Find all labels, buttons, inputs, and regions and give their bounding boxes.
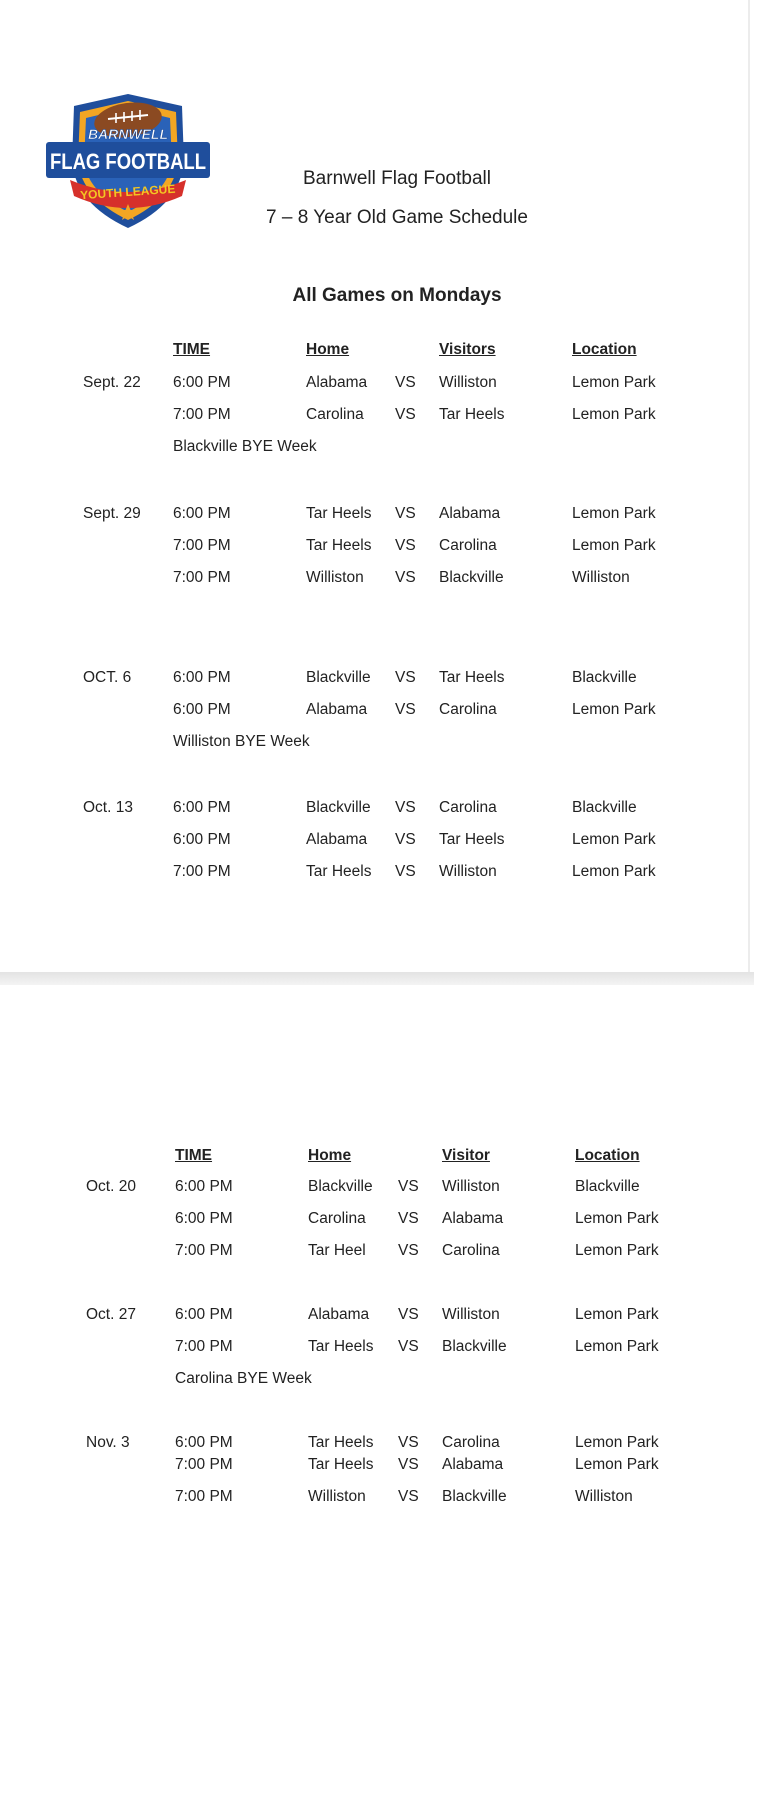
visitor-team: Carolina <box>439 701 497 718</box>
page-separator <box>0 972 754 986</box>
game-location: Lemon Park <box>575 1306 659 1323</box>
home-team: Tar Heel <box>308 1242 366 1259</box>
game-location: Blackville <box>572 669 637 686</box>
visitor-team: Carolina <box>439 799 497 816</box>
game-time: 7:00 PM <box>173 569 231 586</box>
vs-label: VS <box>398 1242 419 1259</box>
visitor-team: Tar Heels <box>439 831 505 848</box>
visitor-team: Blackville <box>442 1338 507 1355</box>
game-location: Lemon Park <box>575 1434 659 1451</box>
logo-ribbon-text: YOUTH LEAGUE <box>79 181 176 203</box>
visitor-team: Alabama <box>442 1456 504 1473</box>
visitor-team: Tar Heels <box>439 669 505 686</box>
vs-label: VS <box>395 406 416 423</box>
game-time: 6:00 PM <box>173 831 231 848</box>
home-team: Alabama <box>306 831 368 848</box>
home-team: Carolina <box>308 1210 366 1227</box>
game-date: Nov. 3 <box>86 1434 130 1451</box>
game-time: 7:00 PM <box>175 1456 233 1473</box>
home-team: Alabama <box>308 1306 370 1323</box>
schedule-subtitle: All Games on Mondays <box>292 285 502 306</box>
vs-label: VS <box>398 1178 419 1195</box>
game-location: Lemon Park <box>575 1338 659 1355</box>
game-location: Lemon Park <box>572 863 656 880</box>
vs-label: VS <box>395 537 416 554</box>
home-team: Tar Heels <box>308 1338 374 1355</box>
bye-week-text: Carolina BYE Week <box>175 1370 312 1387</box>
game-time: 7:00 PM <box>173 406 231 423</box>
game-time: 6:00 PM <box>175 1178 233 1195</box>
game-time: 6:00 PM <box>173 701 231 718</box>
game-date: Sept. 29 <box>83 505 141 522</box>
visitor-team: Carolina <box>442 1434 500 1451</box>
home-team: Blackville <box>306 799 371 816</box>
game-location: Lemon Park <box>572 831 656 848</box>
visitor-team: Blackville <box>442 1488 507 1505</box>
vs-label: VS <box>398 1456 419 1473</box>
game-date: Sept. 22 <box>83 374 141 391</box>
vs-label: VS <box>398 1210 419 1227</box>
game-date: Oct. 13 <box>83 799 133 816</box>
home-team: Tar Heels <box>306 537 372 554</box>
game-location: Lemon Park <box>572 406 656 423</box>
game-time: 6:00 PM <box>173 799 231 816</box>
game-time: 7:00 PM <box>173 863 231 880</box>
home-team: Blackville <box>308 1178 373 1195</box>
home-team: Carolina <box>306 406 364 423</box>
game-time: 6:00 PM <box>175 1434 233 1451</box>
visitor-team: Alabama <box>442 1210 504 1227</box>
home-team: Williston <box>306 569 364 586</box>
logo-main-text: FLAG FOOTBALL <box>50 149 206 174</box>
visitor-team: Carolina <box>442 1242 500 1259</box>
game-location: Lemon Park <box>572 505 656 522</box>
visitor-team: Carolina <box>439 537 497 554</box>
game-location: Blackville <box>572 799 637 816</box>
game-time: 6:00 PM <box>173 374 231 391</box>
header-time: TIME <box>173 341 211 358</box>
game-time: 7:00 PM <box>175 1488 233 1505</box>
visitor-team: Tar Heels <box>439 406 505 423</box>
vs-label: VS <box>395 831 416 848</box>
game-location: Lemon Park <box>575 1456 659 1473</box>
visitor-team: Blackville <box>439 569 504 586</box>
header-location: Location <box>572 341 637 358</box>
vs-label: VS <box>395 701 416 718</box>
game-date: OCT. 6 <box>83 669 132 686</box>
vs-label: VS <box>395 505 416 522</box>
home-team: Tar Heels <box>306 505 372 522</box>
home-team: Tar Heels <box>306 863 372 880</box>
home-team: Blackville <box>306 669 371 686</box>
header-home: Home <box>308 1147 352 1164</box>
visitor-team: Williston <box>442 1178 500 1195</box>
home-team: Alabama <box>306 374 368 391</box>
visitor-team: Alabama <box>439 505 501 522</box>
game-location: Williston <box>575 1488 633 1505</box>
visitor-team: Williston <box>442 1306 500 1323</box>
header-visitors: Visitors <box>439 341 496 358</box>
logo-top-text: BARNWELL <box>87 126 169 142</box>
game-location: Lemon Park <box>572 701 656 718</box>
game-location: Lemon Park <box>575 1242 659 1259</box>
league-title: Barnwell Flag Football <box>303 168 491 189</box>
schedule-title: 7 – 8 Year Old Game Schedule <box>266 207 528 228</box>
vs-label: VS <box>395 669 416 686</box>
game-time: 6:00 PM <box>173 505 231 522</box>
vs-label: VS <box>395 374 416 391</box>
game-time: 6:00 PM <box>175 1210 233 1227</box>
vs-label: VS <box>395 799 416 816</box>
vs-label: VS <box>398 1306 419 1323</box>
home-team: Tar Heels <box>308 1456 374 1473</box>
header-time: TIME <box>175 1147 213 1164</box>
vs-label: VS <box>398 1488 419 1505</box>
bye-week-text: Williston BYE Week <box>173 733 310 750</box>
game-date: Oct. 27 <box>86 1306 136 1323</box>
vs-label: VS <box>395 863 416 880</box>
vs-label: VS <box>398 1338 419 1355</box>
game-location: Williston <box>572 569 630 586</box>
visitor-team: Williston <box>439 374 497 391</box>
game-time: 7:00 PM <box>175 1242 233 1259</box>
game-time: 6:00 PM <box>175 1306 233 1323</box>
game-time: 7:00 PM <box>173 537 231 554</box>
bye-week-text: Blackville BYE Week <box>173 438 317 455</box>
vs-label: VS <box>398 1434 419 1451</box>
header-location: Location <box>575 1147 640 1164</box>
vs-label: VS <box>395 569 416 586</box>
game-location: Lemon Park <box>572 374 656 391</box>
game-location: Lemon Park <box>575 1210 659 1227</box>
header-home: Home <box>306 341 350 358</box>
game-location: Lemon Park <box>572 537 656 554</box>
game-location: Blackville <box>575 1178 640 1195</box>
home-team: Tar Heels <box>308 1434 374 1451</box>
game-time: 6:00 PM <box>173 669 231 686</box>
schedule-page-2 <box>0 985 754 1800</box>
game-time: 7:00 PM <box>175 1338 233 1355</box>
page-edge <box>748 0 750 972</box>
home-team: Williston <box>308 1488 366 1505</box>
home-team: Alabama <box>306 701 368 718</box>
header-visitor: Visitor <box>442 1147 490 1164</box>
game-date: Oct. 20 <box>86 1178 136 1195</box>
visitor-team: Williston <box>439 863 497 880</box>
